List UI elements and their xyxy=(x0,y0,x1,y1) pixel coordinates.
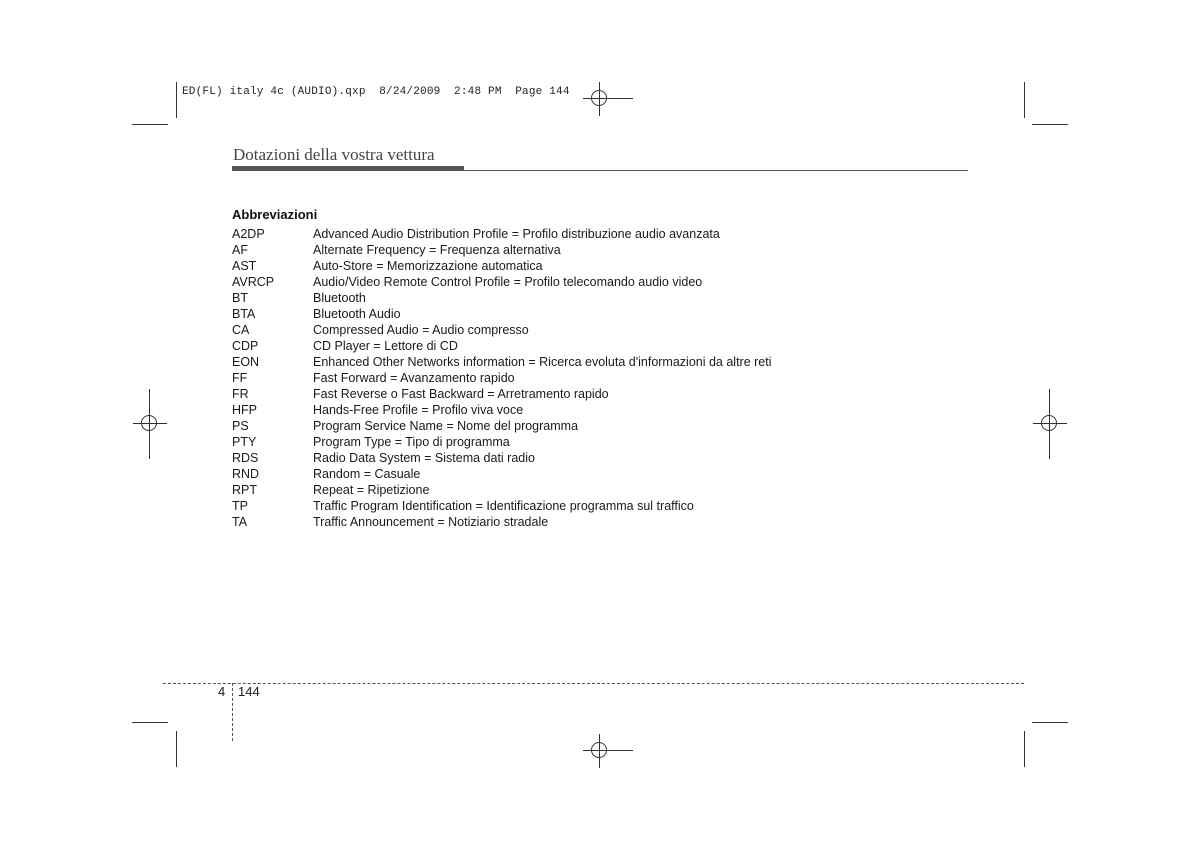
abbreviation-code: TP xyxy=(232,499,248,513)
abbreviation-row xyxy=(232,450,932,466)
abbreviation-definition: Auto-Store = Memorizzazione automatica xyxy=(313,259,543,273)
abbreviation-row xyxy=(232,418,932,434)
abbreviation-row xyxy=(232,338,932,354)
abbreviation-definition: Hands-Free Profile = Profilo viva voce xyxy=(313,403,524,417)
abbreviation-definition: Random = Casuale xyxy=(313,467,421,481)
page-number: 144 xyxy=(238,684,260,699)
abbreviation-definition: Program Type = Tipo di programma xyxy=(313,435,510,449)
crop-mark xyxy=(176,82,177,118)
abbreviation-row xyxy=(232,482,932,498)
abbreviation-definition: Fast Forward = Avanzamento rapido xyxy=(313,371,515,385)
abbreviation-definition: Bluetooth Audio xyxy=(313,307,401,321)
abbreviation-code: PTY xyxy=(232,435,257,449)
abbreviation-code: BTA xyxy=(232,307,256,321)
registration-mark xyxy=(133,407,167,441)
abbreviation-row xyxy=(232,498,932,514)
abbreviation-code: AVRCP xyxy=(232,275,275,289)
abbreviations-heading: Abbreviazioni xyxy=(232,207,318,222)
abbreviation-definition: Bluetooth xyxy=(313,291,366,305)
abbreviation-row xyxy=(232,354,932,370)
abbreviation-row xyxy=(232,386,932,402)
footer-divider xyxy=(232,683,233,741)
abbreviation-code: FR xyxy=(232,387,249,401)
abbreviation-code: HFP xyxy=(232,403,257,417)
abbreviation-code: RPT xyxy=(232,483,257,497)
abbreviations-list xyxy=(232,226,932,530)
section-title: Dotazioni della vostra vettura xyxy=(233,145,435,164)
abbreviation-definition: Enhanced Other Networks information = Ricerca evoluta d'informazioni da altre reti xyxy=(313,355,772,369)
crop-mark xyxy=(1024,731,1025,767)
header-rule-thin xyxy=(464,170,968,171)
footer-rule xyxy=(163,683,1024,684)
header-rule-thick xyxy=(232,166,464,171)
abbreviation-definition: Repeat = Ripetizione xyxy=(313,483,430,497)
registration-mark xyxy=(583,82,617,116)
abbreviation-definition: Program Service Name = Nome del programma xyxy=(313,419,579,433)
abbreviation-row xyxy=(232,402,932,418)
registration-mark xyxy=(1033,407,1067,441)
abbreviation-code: EON xyxy=(232,355,260,369)
abbreviation-code: AST xyxy=(232,259,257,273)
crop-mark xyxy=(132,124,168,125)
abbreviation-row xyxy=(232,434,932,450)
abbreviation-row xyxy=(232,322,932,338)
crop-mark xyxy=(1032,722,1068,723)
abbreviation-row xyxy=(232,242,932,258)
abbreviation-definition: Compressed Audio = Audio compresso xyxy=(313,323,529,337)
abbreviation-code: PS xyxy=(232,419,249,433)
abbreviation-row xyxy=(232,514,932,530)
abbreviation-definition: Traffic Program Identification = Identificazione programma sul traffico xyxy=(313,499,694,513)
abbreviation-definition: Alternate Frequency = Frequenza alternativa xyxy=(313,243,561,257)
abbreviation-row xyxy=(232,306,932,322)
crop-mark xyxy=(1024,82,1025,118)
print-slug: ED(FL) italy 4c (AUDIO).qxp 8/24/2009 2:48 PM Page 144 xyxy=(182,86,570,98)
abbreviation-definition: CD Player = Lettore di CD xyxy=(313,339,458,353)
abbreviation-definition: Fast Reverse o Fast Backward = Arretramento rapido xyxy=(313,387,609,401)
crop-mark xyxy=(1032,124,1068,125)
abbreviation-row xyxy=(232,226,932,242)
abbreviation-definition: Traffic Announcement = Notiziario stradale xyxy=(313,515,549,529)
abbreviation-code: TA xyxy=(232,515,248,529)
abbreviation-row xyxy=(232,274,932,290)
abbreviation-code: AF xyxy=(232,243,248,257)
chapter-number: 4 xyxy=(218,684,226,699)
crop-mark xyxy=(176,731,177,767)
abbreviation-definition: Advanced Audio Distribution Profile = Profilo distribuzione audio avanzata xyxy=(313,227,720,241)
crop-mark xyxy=(132,722,168,723)
registration-mark xyxy=(583,734,617,768)
abbreviation-code: RDS xyxy=(232,451,259,465)
abbreviation-code: RND xyxy=(232,467,260,481)
abbreviation-code: CDP xyxy=(232,339,259,353)
abbreviation-code: CA xyxy=(232,323,250,337)
abbreviation-code: BT xyxy=(232,291,248,305)
abbreviation-code: A2DP xyxy=(232,227,265,241)
abbreviation-row xyxy=(232,466,932,482)
abbreviation-definition: Radio Data System = Sistema dati radio xyxy=(313,451,535,465)
abbreviation-definition: Audio/Video Remote Control Profile = Profilo telecomando audio video xyxy=(313,275,703,289)
abbreviation-row xyxy=(232,258,932,274)
abbreviation-code: FF xyxy=(232,371,248,385)
abbreviation-row xyxy=(232,370,932,386)
abbreviation-row xyxy=(232,290,932,306)
